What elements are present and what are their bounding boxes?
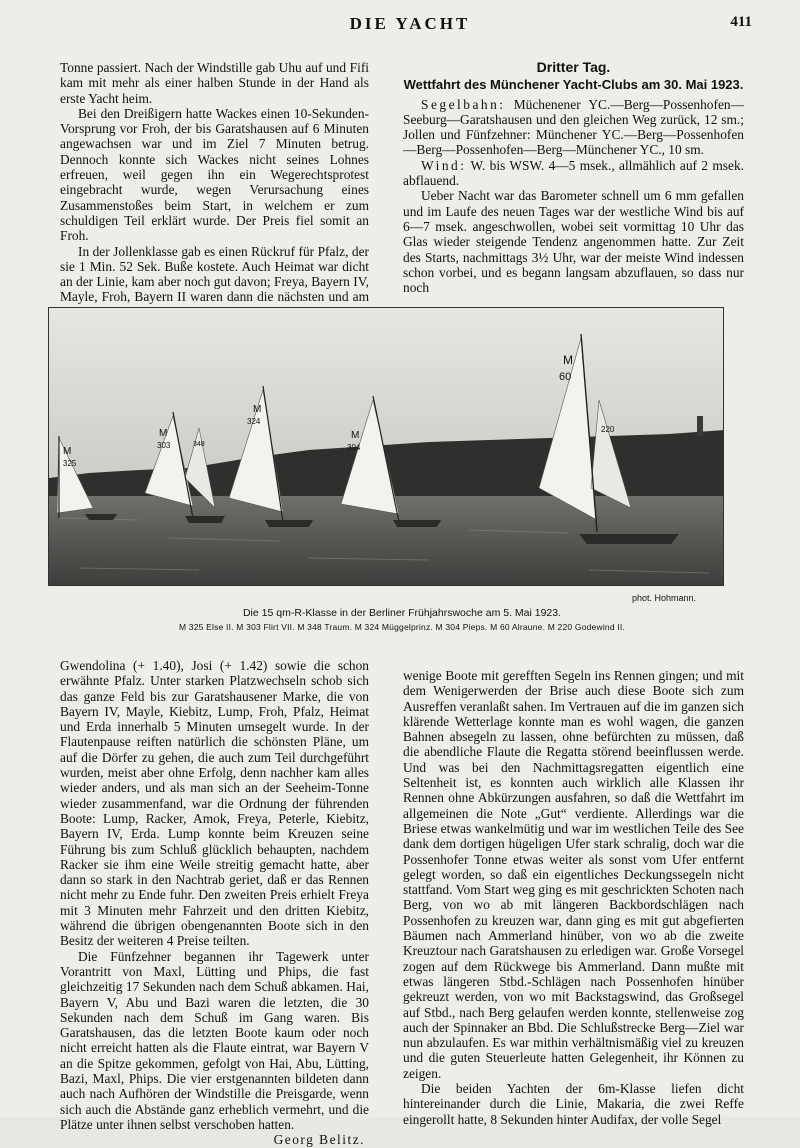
- sail-class-letter: M: [351, 430, 360, 441]
- sail-number: 60: [559, 371, 572, 383]
- paragraph: In der Jollenklasse gab es einen Rückruf für Pfalz, der sie 1 Min. 52 Sek. Buße kostete. Auch Heimat war dicht an der Linie, kam aber noch gut davon; Freya, Bayern IV, Mayle, Froh, Bayern II waren dann die nächsten und am: [60, 243, 369, 305]
- sail-number: 348: [193, 441, 205, 448]
- photo-caption: [60, 607, 744, 632]
- course-label: Segelbahn:: [421, 96, 506, 112]
- running-head: [0, 14, 800, 38]
- sail-class-letter: M: [563, 353, 573, 367]
- course-text: Müchenener YC.—Berg—Possenhofen—Seeburg—Garatshausen und den gleichen Weg zurück, 12 sm.; Jollen und Fünfzehner: Münchener YC.—Berg—Possenhofen—Berg—Possenhofen—Berg—Münchener YC., 10 sm.: [403, 96, 744, 158]
- sail-class-letter: M: [63, 446, 72, 457]
- section-day: Dritter Tag.: [536, 59, 611, 75]
- caption-boat-list: M 325 Else II. M 303 Flirt VII. M 348 Traum. M 324 Müggelprinz. M 304 Pieps. M 60 Alraune. M 220 Godewind II.: [178, 622, 626, 632]
- wind-text: W. bis WSW. 4—5 msek., allmählich auf 2 msek. abflauend.: [403, 157, 744, 189]
- paragraph: wenige Boote mit gerefften Segeln ins Rennen gingen; und mit dem Wenigerwerden der Brise auch diese Boote sich zum Ausreffen veranlaßt sahen. Im Vertrauen auf die im ganzen sich klärende Wetterlage konnte man es wohl wagen, die ganzen Bahnen absegeln zu lassen, ohne befürchten zu müssen, daß die abendliche Flaute die Regatta störend beeinflussen werde. Und was bei den Nachmittagsregatten eigentlich eine Seltenheit ist, es konnten auch wirklich alle Klassen ihr Rennen ohne Abkürzungen ausfahren, so daß die Wettfahrt im allgemeinen die Note „Gut“ verdiente. Allerdings war die Briese etwas wankelmütig und war im westlichen Teile des See dank dem dortigen hügeligen Ufer stark schralig, doch war die Possenhofer Tonne etwas weiter als sonst vom Ufer entfernt gelegt worden, so daß ein eigentliches Deckungssegeln nicht stattfand. Vom Start weg ging es mit geschrickten Schoten nach Berg, von wo ab mit längeren Backbordschlägen nach Possenhofen zu kreuzen war, dann ging es mit gut abgefierten Bäumen nach Ammerland hinüber, von wo ab die zweite Kreuztour nach Garatshausen zu erledigen war. Große Vorsegel zogen auf dem Rückwege bis Ammerland. Dann mußte mit etwas längeren Stbd.-Schlägen nach Possenhofen hinüber gekreuzt werden, von wo mit Backstagswind, das Großsegel auf Stbd., nach Berg gelaufen werden konnte, stellenweise zog auch der Spinnaker an Bbd. Die Schlußstrecke Berg—Ziel war nun abzulaufen. Es war mithin verhältnismäßig viel zu kreuzen und die guten Steuerleute hatten Gelegenheit, ihr Können zu zeigen.: [403, 668, 744, 1081]
- author-signature: Georg Belitz.: [273, 1132, 365, 1148]
- photo-credit: phot. Hohmann.: [632, 593, 697, 603]
- column-bottom-left: [60, 658, 369, 1148]
- sail-class-letter: M: [159, 428, 168, 439]
- section-race: Wettfahrt des Münchener Yacht-Clubs am 30. Mai 1923.: [403, 77, 744, 93]
- tower: [697, 416, 703, 436]
- section-heading: [403, 60, 744, 93]
- paragraph: Gwendolina (+ 1.40), Josi (+ 1.42) sowie die schon erwähnte Pfalz. Unter starken Platzwechseln schob sich das ganze Feld bis zur Garatshausener Marke, die von Bayern IV, Mayle, Kiebitz, Lump, Froh, Pfalz, Heimat und Erda innerhalb 5 Minuten umsegelt wurde. In der Flautenpause reiften natürlich die schönsten Pläne, um auf die Dörfer zu gehen, die auch zum Teil durchgeführt wurden, meist aber ohne Erfolg, denn nachher kam alles wieder anders, und als man sich an der Seeheim-Tonne wieder zusammenfand, war die Ordnung der führenden Boote: Lump, Racker, Amok, Freya, Peterle, Kiebitz, Bayern IV, Erda. Lump konnte beim Kreuzen seine Führung bis zum Schluß glücklich behaupten, nachdem Racker sie ihm eine Weile streitig gemacht hatte, aber dann so stark in den Nachtrab geriet, daß er das Rennen nicht mehr zu Ende fuhr. Den zweiten Preis erhielt Freya mit 3 Minuten mehr Fahrzeit und den dritten Kiebitz, während die übrigen obengenannten Boote sich in den Besitz der weiteren 4 Preise teilten.: [60, 658, 369, 949]
- column-bottom-right: [403, 668, 744, 1127]
- column-top-left: [60, 60, 369, 335]
- caption-title: Die 15 qm-R-Klasse in der Berliner Frühjahrswoche am 5. Mai 1923.: [242, 607, 562, 619]
- sail-number: 303: [157, 441, 171, 450]
- wind-label: Wind:: [421, 157, 467, 173]
- sail-number: 220: [601, 425, 615, 434]
- journal-title: DIE YACHT: [349, 14, 471, 33]
- sail-number: 325: [63, 459, 77, 468]
- paragraph: Die Fünfzehner begannen ihr Tagewerk unter Vorantritt von Maxl, Lütting und Phips, die fast gleichzeitig 17 Sekunden nach dem Schuß abkamen. Hai, Bayern V, Abu und Bazi waren die letzten, die 30 Sekunden nach dem Schuß im Gang waren. Bis Garatshausen, das die letzten Boote kaum oder noch nicht erreicht hatten als die Flaute eintrat, war Bayern V an die Spitze gekommen, gefolgt von Hai, Abu, Lütting, Bazi, Maxl, Phips. Die vier erstgenannten bildeten dann auch nach Aufhören der Windstille die Preisgarde, wenn sich auch die Abstände ganz erheblich vermehrt, und die Plätze unter ihnen selbst verschoben hatten.: [60, 948, 369, 1132]
- column-top-right: [403, 60, 744, 295]
- paragraph: Tonne passiert. Nach der Windstille gab Uhu auf und Fifi kam mit mehr als einer halben Stunde in der Hand als erste Yacht heim.: [60, 60, 369, 106]
- paragraph: Die beiden Yachten der 6m-Klasse liefen dicht hintereinander durch die Linie, Makaria, die zwei Reffe eingerollt hatte, 8 Sekunden hinter Audifax, der volle Segel: [403, 1081, 744, 1127]
- course-paragraph: [403, 97, 744, 158]
- photo-figure: [48, 307, 724, 586]
- paragraph: Bei den Dreißigern hatte Wackes einen 10-Sekunden-Vorsprung vor Froh, der bis Garatshausen auf 6 Minuten angewachsen war und im Ziel 7 Minuten betrug. Dennoch konnte sich Wackes nicht seines Lohnes erfreuen, weil gegen ihn ein Wegerechtsprotest eingebracht wurde, wegen Verursachung eines Zusammenstoßes beim Start, in welchem er zum schuldigen Teil erklärt wurde. Der Preis fiel somit an Froh.: [60, 105, 369, 244]
- wind-paragraph: [403, 158, 744, 189]
- regatta-photo: [48, 307, 724, 586]
- regatta-photo-illustration: [49, 308, 724, 586]
- page-number: 411: [730, 14, 752, 30]
- paragraph: Ueber Nacht war das Barometer schnell um 6 mm gefallen und im Laufe des neuen Tages war der westliche Wind bis auf 6—7 msek. angeschwollen, wobei seit vormittag 10 Uhr das Glas wieder steigende Tendenz angenommen hatte. Zur Zeit des Starts, nachmittags 3½ Uhr, war der meiste Wind indessen schon vorbei, und es begann langsam abzuflauen, so dass nur noch: [403, 188, 744, 296]
- sail-number: 304: [347, 443, 361, 452]
- sail-number: 324: [247, 417, 261, 426]
- sail-class-letter: M: [253, 404, 262, 415]
